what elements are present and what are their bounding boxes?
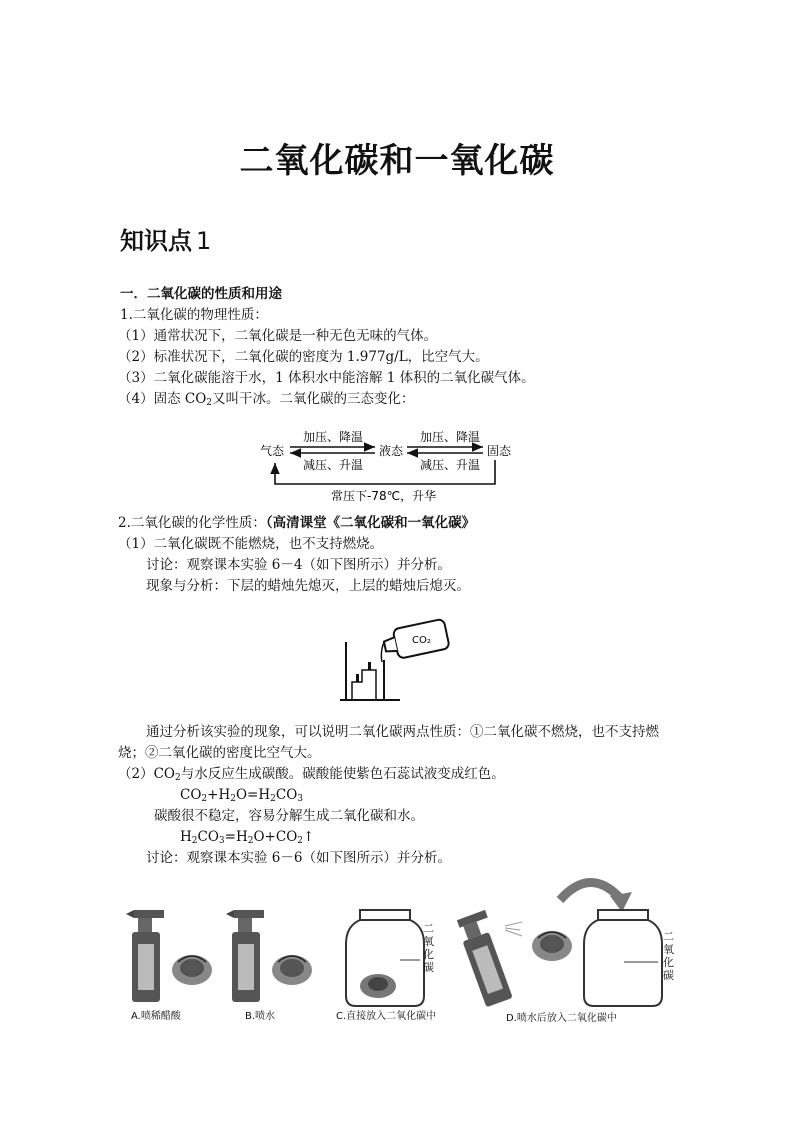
- step-stand: [352, 670, 376, 700]
- eq2-part-b: CO: [197, 829, 219, 845]
- item4-subscript: 2: [206, 398, 213, 408]
- phenomenon-analysis: 现象与分析：下层的蜡烛先熄灭，上层的蜡烛后熄灭。: [146, 578, 470, 594]
- physical-properties-heading: 1.二氧化碳的物理性质：: [120, 307, 268, 323]
- conclusion-line-2: 烧；②二氧化碳的密度比空气大。: [118, 745, 321, 761]
- three-state-diagram: [255, 420, 525, 510]
- jar-d-label: 二氧化碳: [663, 930, 674, 982]
- eq1-sub-d: 3: [297, 794, 303, 804]
- caption-d: D.喷水后放入二氧化碳中: [506, 1013, 617, 1024]
- item4-prefix: （4）固态 CO: [118, 391, 207, 407]
- conclusion-line-1: 通过分析该实验的现象，可以说明二氧化碳两点性质：①二氧化碳不燃烧，也不支持燃: [146, 724, 659, 740]
- unstable-statement: 碳酸很不稳定，容易分解生成二氧化碳和水。: [154, 808, 424, 824]
- item2-suffix: 与水反应生成碳酸。碳酸能使紫色石蕊试液变成红色。: [180, 766, 505, 782]
- caption-b: B.喷水: [245, 1011, 276, 1022]
- jar-c-label: 二氧化碳: [423, 922, 434, 974]
- candle-upper: [368, 662, 371, 670]
- physical-item-4: [118, 389, 415, 413]
- page-title: 二氧化碳和一氧化碳: [239, 141, 555, 181]
- pouring-gas: [381, 642, 384, 662]
- eq2-part-d: O+CO: [253, 829, 298, 845]
- physical-item-1: （1）通常状况下，二氧化碳是一种无色无味的气体。: [118, 328, 438, 344]
- knowledge-point-number: 1: [196, 227, 212, 255]
- chemical-item-1: （1）二氧化碳既不能燃烧，也不支持燃烧。: [118, 536, 384, 552]
- eq2-sub-d: 2: [297, 836, 303, 846]
- eq2-arrow-up: ↑: [303, 829, 315, 845]
- item2-subscript: 2: [175, 773, 181, 783]
- label-top-left: 加压、降温: [303, 430, 364, 444]
- item2-prefix: （2）CO: [118, 766, 175, 782]
- flower-a: [172, 955, 212, 985]
- eq1-part-b: +H: [207, 787, 231, 803]
- label-bottom-right: 减压、升温: [420, 458, 481, 472]
- eq2-sub-c: 2: [247, 836, 254, 846]
- flower-b: [272, 955, 312, 985]
- discussion-2: 讨论：观察课本实验 6－6（如下图所示）并分析。: [146, 850, 451, 866]
- chemical-properties-heading: [118, 513, 475, 533]
- jar-c: [346, 910, 424, 1006]
- spray-bottle-d: [455, 910, 522, 1007]
- eq1-sub-c: 2: [270, 794, 276, 804]
- label-sublimation: 常压下-78℃，升华: [331, 489, 437, 503]
- section-heading: 一．二氧化碳的性质和用途: [120, 286, 282, 302]
- eq1-part-d: CO: [275, 787, 298, 803]
- flower-d: [532, 931, 572, 961]
- spray-bottle-b: [226, 910, 264, 1002]
- label-bottom-left: 减压、升温: [303, 458, 364, 472]
- state-gas: 气态: [260, 444, 285, 458]
- eq1-sub-a: 2: [201, 794, 208, 804]
- transfer-arrow: [560, 882, 620, 900]
- eq2-sub-a: 2: [191, 836, 198, 846]
- label-top-right: 加压、降温: [420, 430, 481, 444]
- caption-c: C.直接放入二氧化碳中: [336, 1011, 437, 1022]
- jar-d: [584, 910, 662, 1006]
- physical-item-2: （2）标准状况下，二氧化碳的密度为 1.977g/L，比空气大。: [118, 349, 489, 365]
- item4-suffix: 又叫干冰。二氧化碳的三态变化：: [212, 391, 415, 407]
- caption-a: A.喷稀醋酸: [131, 1011, 181, 1022]
- physical-item-3: （3）二氧化碳能溶于水，1 体积水中能溶解 1 体积的二氧化碳气体。: [118, 370, 535, 386]
- eq2-sub-b: 3: [218, 836, 225, 846]
- state-liquid: 液态: [379, 444, 404, 458]
- knowledge-point-heading: [120, 221, 211, 256]
- bottle-label: CO₂: [412, 635, 431, 646]
- chemical-item-2: [118, 764, 505, 788]
- eq1-part-a: CO: [180, 787, 202, 803]
- candle-lower: [356, 674, 359, 682]
- knowledge-point-label: 知识点: [120, 227, 192, 255]
- eq1-sub-b: 2: [230, 794, 236, 804]
- state-solid: 固态: [487, 444, 512, 458]
- chemical-heading-bold: （高清课堂《二氧化碳和一氧化碳》: [265, 515, 476, 531]
- spray-bottle-a: [126, 910, 164, 1002]
- litmus-flower-experiment-figure: [120, 870, 690, 1030]
- discussion-1: 讨论：观察课本实验 6－4（如下图所示）并分析。: [146, 557, 451, 573]
- eq1-part-c: O=H: [235, 787, 271, 803]
- eq2-part-a: H: [180, 829, 192, 845]
- eq2-part-c: =H: [224, 829, 248, 845]
- chemical-heading-text: 2.二氧化碳的化学性质：: [118, 515, 266, 531]
- candle-experiment-figure: [340, 612, 460, 712]
